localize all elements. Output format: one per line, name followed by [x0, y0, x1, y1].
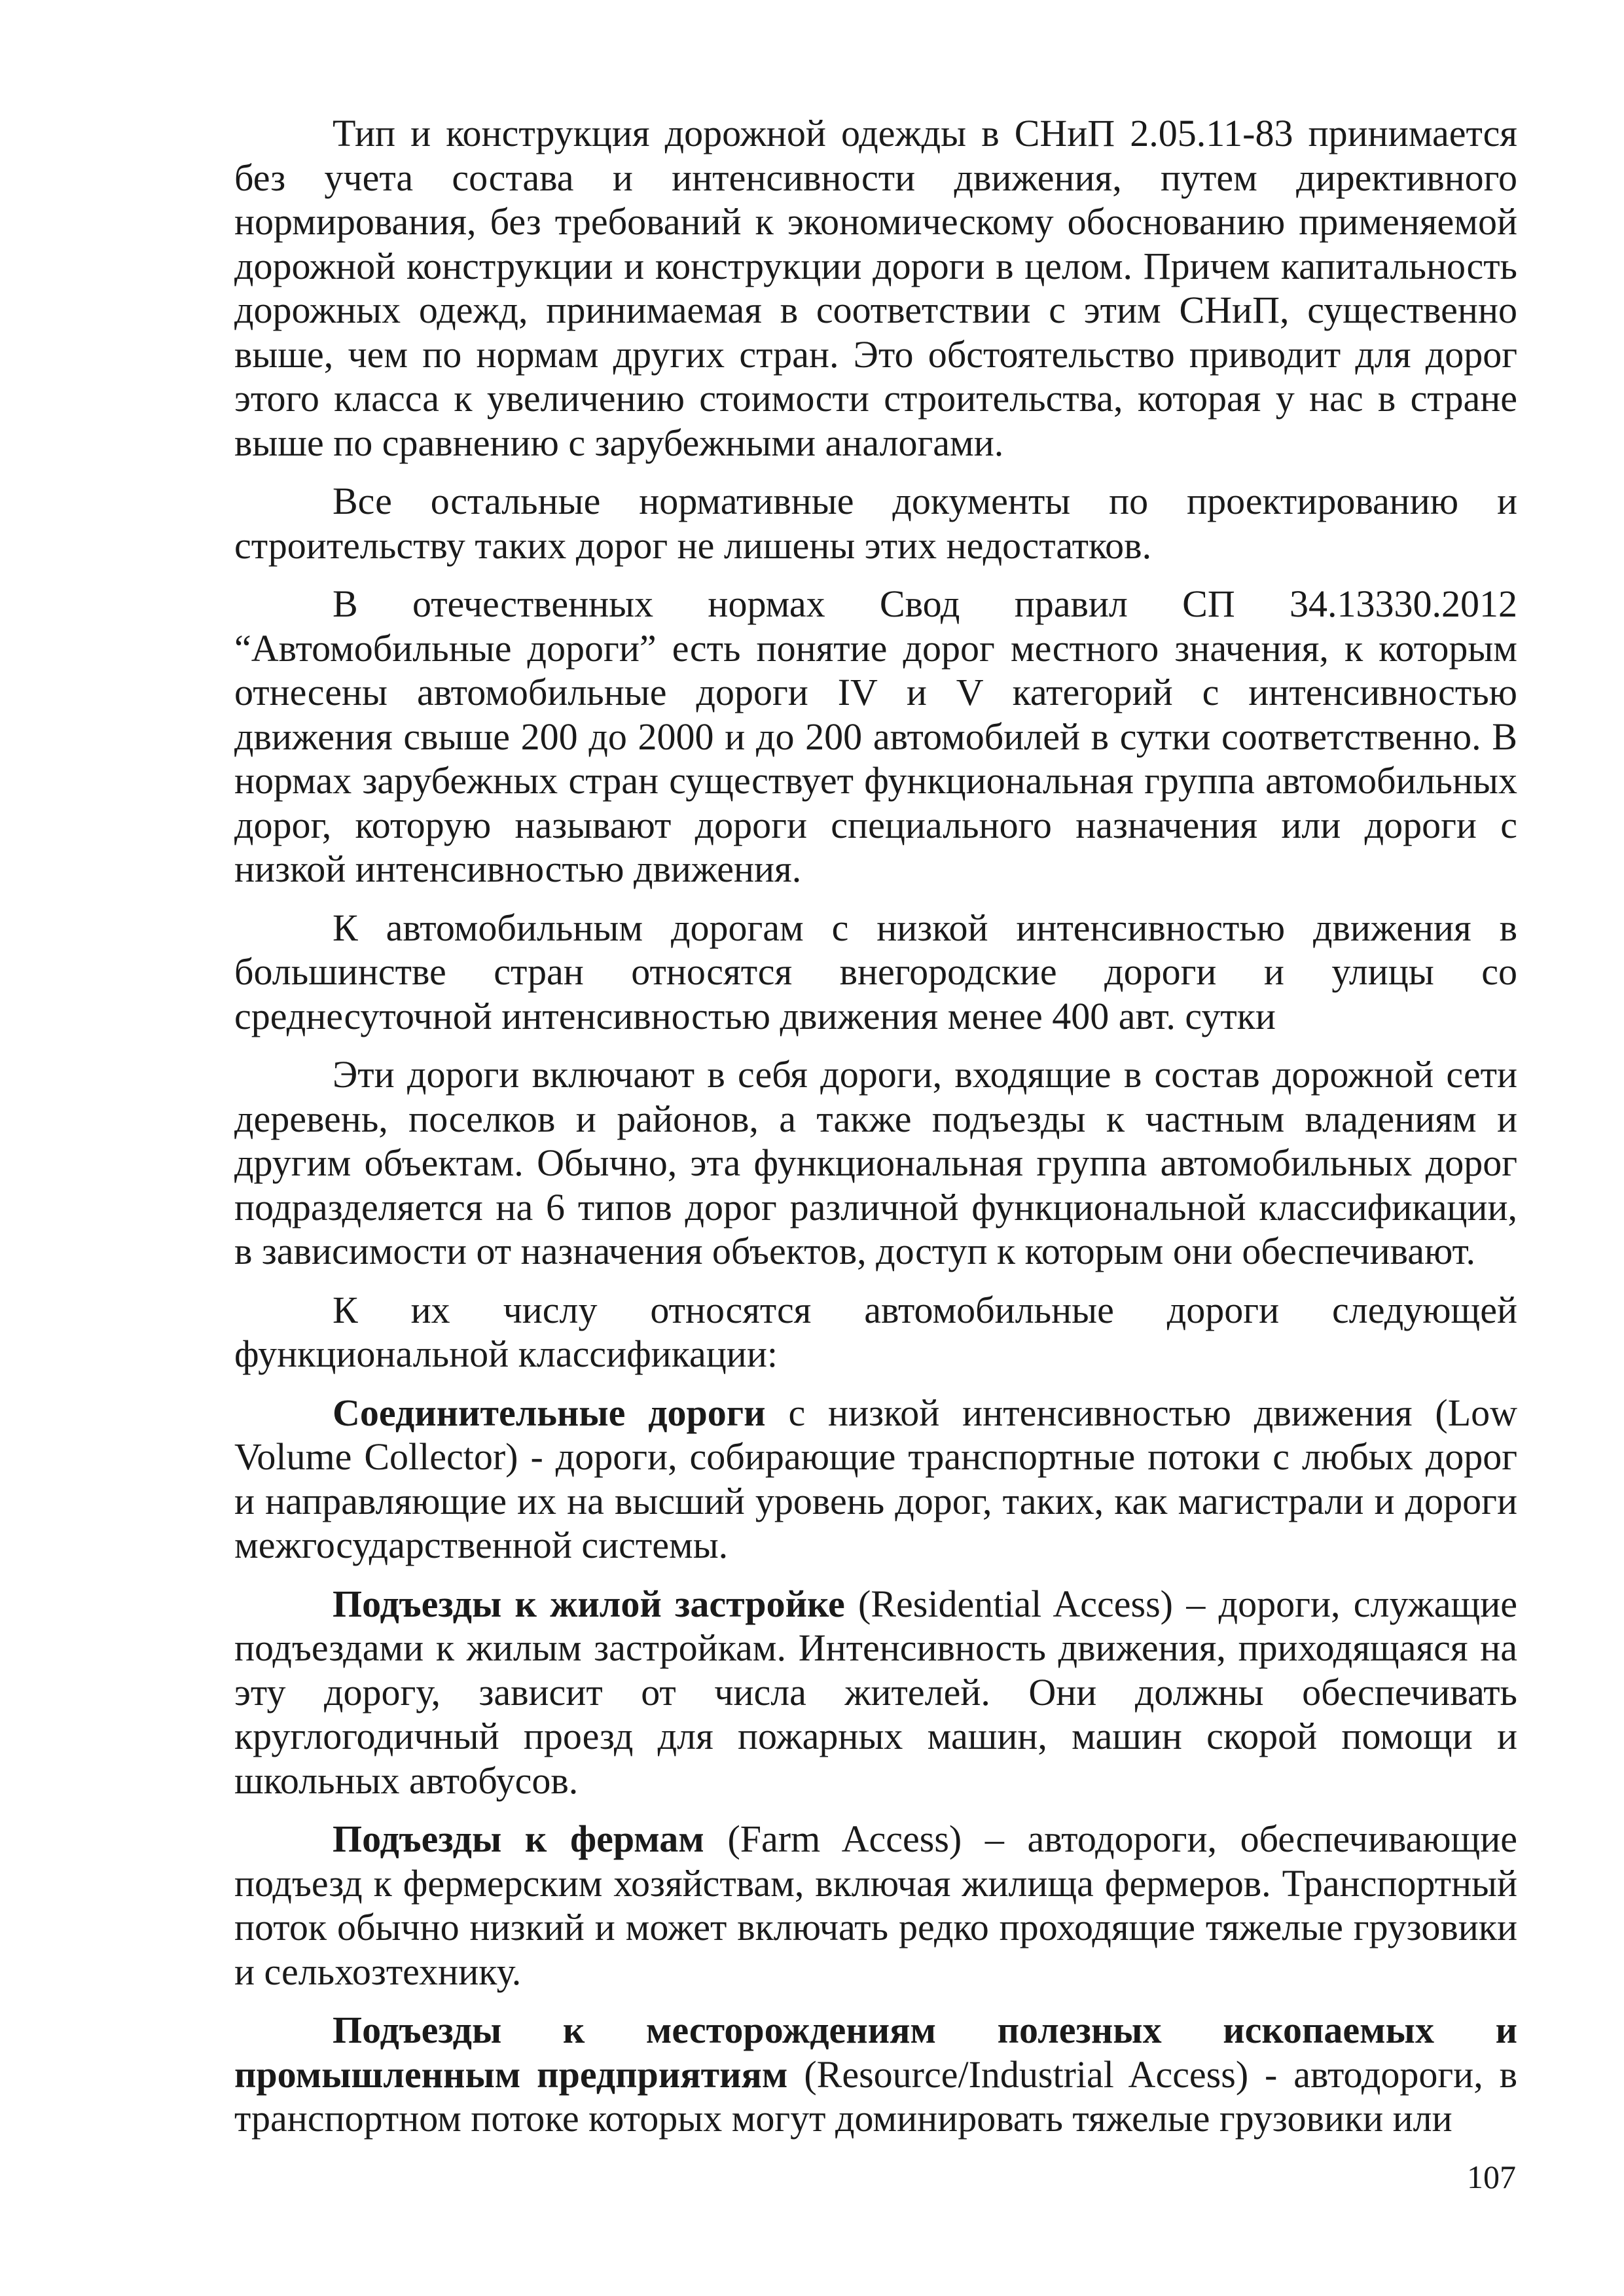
- paragraph-1: [234, 111, 1517, 465]
- paragraph-farm-access: [234, 1817, 1517, 1994]
- document-body: [234, 111, 1517, 2155]
- paragraph-5: [234, 1052, 1517, 1274]
- paragraph-8-text: (Residential Access) – дороги, служащие подъездами к жилым застройкам. Интенсивность движения, приходящаяся на эту дорогу, зависит от числа жителей. Они должны обеспечивать круглогодичный проезд для пожарных машин, машин скорой помощи и школьных автобусов.: [234, 1582, 1517, 1802]
- term-farm-access: Подъезды к фермам: [333, 1818, 704, 1860]
- paragraph-residential-access: [234, 1582, 1517, 1803]
- paragraph-9-text: (Farm Access) – автодороги, обеспечивающие подъезд к фермерским хозяйствам, включая жилища фермеров. Транспортный поток обычно низкий и может включать редко проходящие тяжелые грузовики и сельхозтехнику.: [234, 1818, 1517, 1993]
- term-connector-roads: Соединительные дороги: [333, 1391, 766, 1434]
- paragraph-6: [234, 1288, 1517, 1376]
- paragraph-6-text: К их числу относятся автомобильные дороги следующей функциональной классификации:: [234, 1288, 1517, 1375]
- paragraph-5-text: Эти дороги включают в себя дороги, входящие в состав дорожной сети деревень, поселков и районов, а также подъезды к частным владениям и другим объектам. Обычно, эта функциональная группа автомобильных дорог подразделяется на 6 типов дорог различной функциональной классификации, в зависимости от назначения объектов, доступ к которым они обеспечивают.: [234, 1053, 1517, 1272]
- paragraph-3-text: В отечественных нормах Свод правил СП 34.13330.2012 “Автомобильные дороги” есть понятие дорог местного значения, к которым отнесены автомобильные дороги IV и V категорий с интенсивностью движения свыше 200 до 2000 и до 200 автомобилей в сутки соответственно. В нормах зарубежных стран существует функциональная группа автомобильных дорог, которую называют дороги специального назначения или дороги с низкой интенсивностью движения.: [234, 583, 1517, 890]
- paragraph-1-text: Тип и конструкция дорожной одежды в СНиП 2.05.11-83 принимается без учета состава и интенсивности движения, путем директивного нормирования, без требований к экономическому обоснованию применяемой дорожной конструкции и конструкции дороги в целом. Причем капитальность дорожных одежд, принимаемая в соответствии с этим СНиП, существенно выше, чем по нормам других стран. Это обстоятельство приводит для дорог этого класса к увеличению стоимости строительства, которая у нас в стране выше по сравнению с зарубежными аналогами.: [234, 112, 1517, 464]
- page-number: 107: [1467, 2159, 1516, 2195]
- paragraph-7-text: с низкой интенсивностью движения (Low Volume Collector) - дороги, собирающие транспортные потоки с любых дорог и направляющие их на высший уровень дорог, таких, как магистрали и дороги межгосударственной системы.: [234, 1391, 1518, 1566]
- paragraph-4-text: К автомобильным дорогам с низкой интенсивностью движения в большинстве стран относятся внегородские дороги и улицы со среднесуточной интенсивностью движения менее 400 авт. сутки: [234, 906, 1517, 1037]
- paragraph-2-text: Все остальные нормативные документы по проектированию и строительству таких дорог не лишены этих недостатков.: [234, 480, 1517, 567]
- paragraph-2: [234, 479, 1517, 567]
- paragraph-resource-access: [234, 2008, 1517, 2141]
- paragraph-connector-roads: [234, 1391, 1517, 1568]
- paragraph-3: [234, 582, 1517, 891]
- term-residential-access: Подъезды к жилой застройке: [333, 1582, 845, 1625]
- paragraph-4: [234, 906, 1517, 1039]
- term-resource-access: Подъезды к месторождениям полезных ископаемых и промышленным предприятиям: [234, 2009, 1517, 2096]
- paragraph-10-text: (Resource/Industrial Access) - автодороги, в транспортном потоке которых могут доминировать тяжелые грузовики или: [234, 2053, 1518, 2140]
